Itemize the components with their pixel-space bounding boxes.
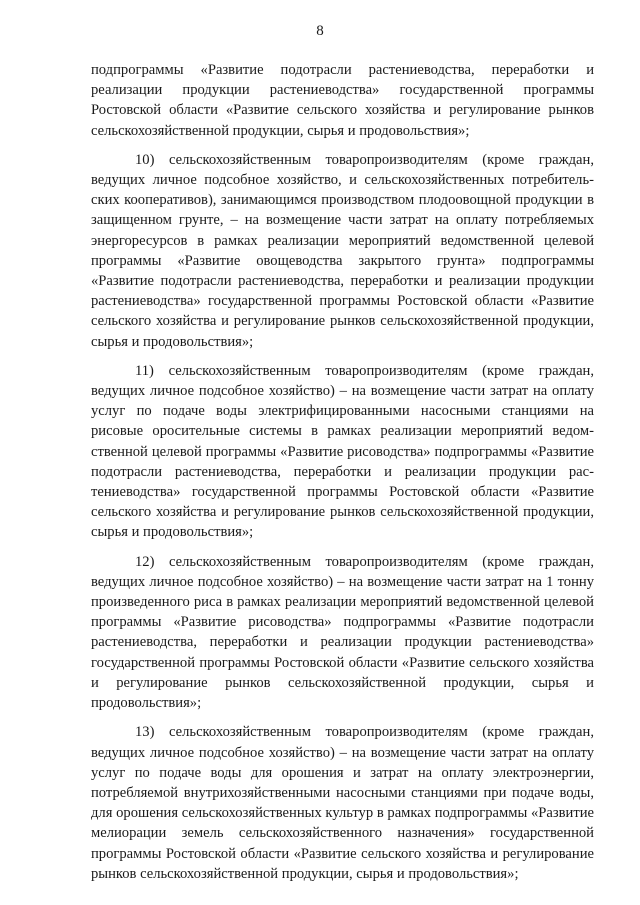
- page-number: 8: [316, 23, 324, 39]
- document-body: [91, 60, 594, 893]
- paragraph-continuation: подпрограммы «Развитие подотрасли растениеводства, переработки и реализации продукции растениеводства» государственной программы Ростовской области «Развитие сельского хозяйства и регулирование рынков сельскохозяйственной продукции, сырья и продовольствия»;: [91, 62, 594, 139]
- paragraph-item-10: 10) сельскохозяйственным товаропроизводителям (кроме граждан, ведущих личное подсобное хозяйство, и сельскохозяйственных потребительских кооперативов), занимающимся производством плодоовощной продукции в защищенном грунте, – на возмещение части затрат на оплату потребляемых энергоресурсов в рамках реализации мероприятий ведомственной целевой программы «Развитие овощеводства закрытого грунта» подпрограммы «Развитие подотрасли растениеводства, переработки и реализации продукции растениеводства» государственной программы Ростовской области «Развитие сельского хозяйства и регулирование рынков сельскохозяйственной продукции, сырья и продовольствия»;: [91, 151, 594, 350]
- paragraph-item-13: 13) сельскохозяйственным товаропроизводителям (кроме граждан, ведущих личное подсобное хозяйство) – на возмещение части затрат на оплату услуг по подаче воды для орошения и затрат на оплату электроэнергии, потребляемой внутрихозяйственными насосными станциями при подаче воды, для орошения сельскохозяйственных культур в рамках подпрограммы «Развитие мелиорации земель сельскохозяйственного назначения» государственной программы Ростовской области «Развитие сельского хозяйства и регулирование рынков сельскохозяйственной продукции, сырья и продовольствия»;: [91, 724, 594, 882]
- paragraph-item-11: 11) сельскохозяйственным товаропроизводителям (кроме граждан, ведущих личное подсобное хозяйство) – на возмещение части затрат на оплату услуг по подаче воды электрифицированными насосными станциями на рисовые оросительные системы в рамках реализации мероприятий ведомственной целевой программы «Развитие рисоводства» подпрограммы «Развитие подотрасли растениеводства, переработки и реализации продукции растениеводства» государственной программы Ростовской области «Развитие сельского хозяйства и регулирование рынков сельскохозяйственной продукции, сырья и продовольствия»;: [91, 362, 594, 541]
- paragraph-item-12: 12) сельскохозяйственным товаропроизводителям (кроме граждан, ведущих личное подсобное хозяйство) – на возмещение части затрат на 1 тонну произведенного риса в рамках реализации мероприятий ведомственной целевой программы «Развитие рисоводства» подпрограммы «Развитие подотрасли растениеводства, переработки и реализации продукции растениеводства» государственной программы Ростовской области «Развитие сельского хозяйства и регулирование рынков сельскохозяйственной продукции, сырья и продовольствия»;: [91, 553, 594, 712]
